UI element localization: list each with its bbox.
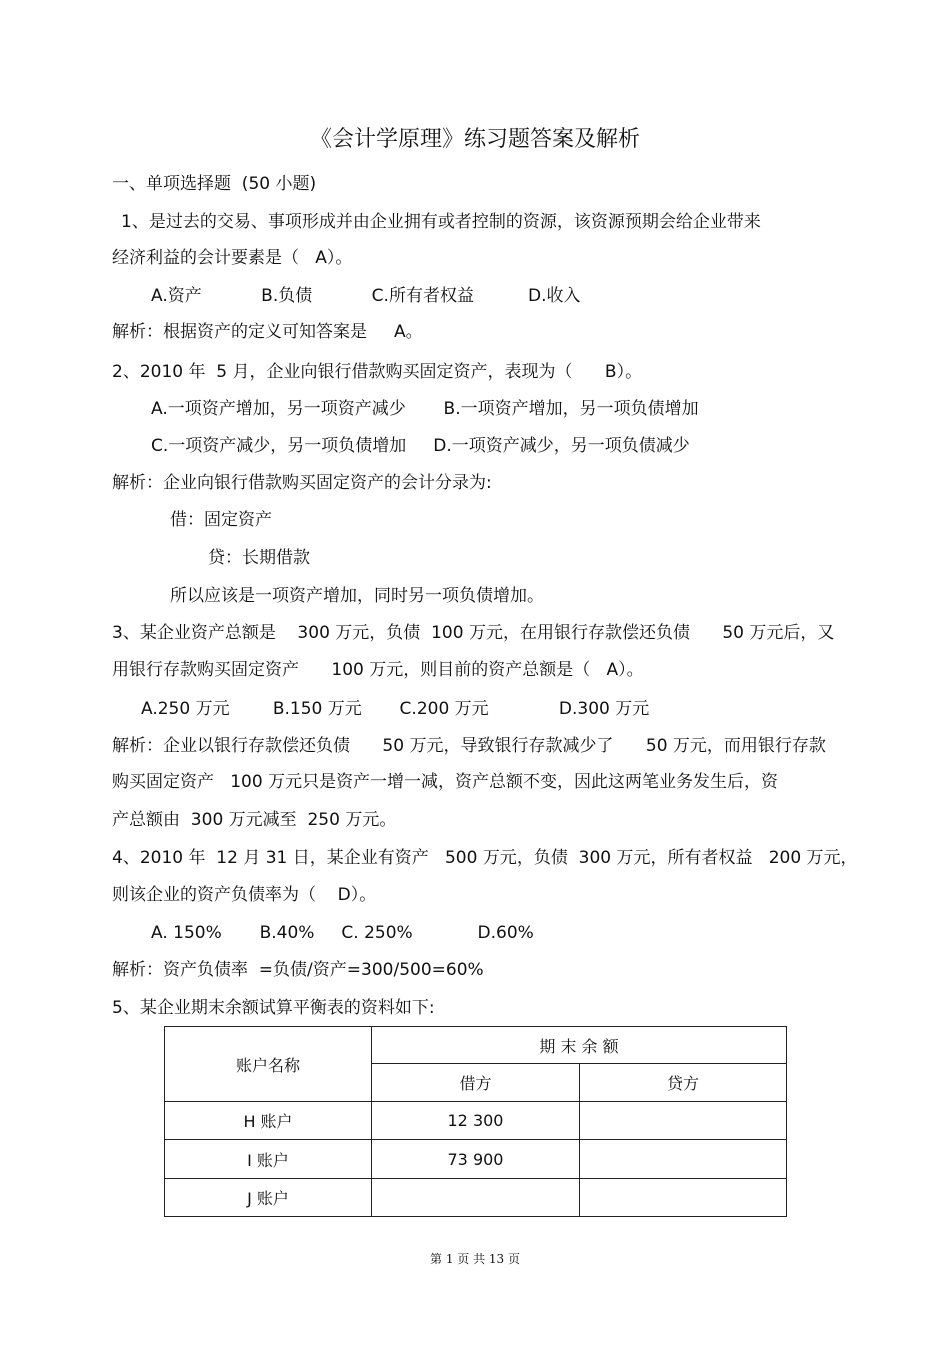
q1-text-line-2: 经济利益的会计要素是（ A）。 <box>112 248 353 268</box>
account-cell: I 账户 <box>165 1140 372 1179</box>
credit-cell <box>580 1140 787 1179</box>
page-number-footer: 第 1 页 共 13 页 <box>430 1252 520 1266</box>
q3-explanation-line-2: 购买固定资产 100 万元只是资产一增一减，资产总额不变，因此这两笔业务发生后，资 <box>112 772 779 792</box>
q4-options: A. 150% B.40% C. 250% D.60% <box>151 923 534 943</box>
q4-explanation: 解析：资产负债率 =负债/资产=300/500=60% <box>112 960 484 980</box>
debit-header: 借方 <box>372 1064 580 1102</box>
q3-explanation-line-3: 产总额由 300 万元减至 250 万元。 <box>112 810 397 830</box>
section-heading: 一、单项选择题 (50 小题) <box>112 174 317 194</box>
q3-text-line-2: 用银行存款购买固定资产 100 万元，则目前的资产总额是（ A）。 <box>112 660 644 680</box>
credit-cell <box>580 1102 787 1140</box>
table-row <box>165 1102 787 1140</box>
table-row <box>165 1179 787 1217</box>
q2-options-row-1: A.一项资产增加，另一项资产减少 B.一项资产增加，另一项负债增加 <box>151 399 699 419</box>
q2-options-row-2: C.一项资产减少，另一项负债增加 D.一项资产减少，另一项负债减少 <box>151 436 690 456</box>
debit-cell <box>372 1179 580 1217</box>
q1-text-line-1: 1、是过去的交易、事项形成并由企业拥有或者控制的资源，该资源预期会给企业带来 <box>121 212 761 232</box>
account-cell: H 账户 <box>165 1102 372 1140</box>
ending-balance-header: 期 末 余 额 <box>372 1027 787 1064</box>
document-title: 《会计学原理》练习题答案及解析 <box>309 127 640 152</box>
q3-options: A.250 万元 B.150 万元 C.200 万元 D.300 万元 <box>141 699 650 719</box>
q2-conclusion: 所以应该是一项资产增加，同时另一项负债增加。 <box>170 586 544 606</box>
q1-explanation: 解析：根据资产的定义可知答案是 A。 <box>112 322 423 342</box>
account-cell: J 账户 <box>165 1179 372 1217</box>
q2-debit-entry: 借：固定资产 <box>170 510 272 530</box>
q2-text-line-1: 2、2010 年 5 月，企业向银行借款购买固定资产，表现为（ B）。 <box>112 362 643 382</box>
credit-cell <box>580 1179 787 1217</box>
q5-text-line-1: 5、某企业期末余额试算平衡表的资料如下: <box>112 998 435 1018</box>
q4-text-line-2: 则该企业的资产负债率为（ D）。 <box>112 885 377 905</box>
account-name-header: 账户名称 <box>165 1027 372 1102</box>
q1-options: A.资产 B.负债 C.所有者权益 D.收入 <box>151 286 581 306</box>
trial-balance-table <box>164 1026 787 1217</box>
credit-header: 贷方 <box>580 1064 787 1102</box>
debit-cell: 12 300 <box>372 1102 580 1140</box>
table-row <box>165 1140 787 1179</box>
q2-explanation: 解析：企业向银行借款购买固定资产的会计分录为: <box>112 473 492 493</box>
q4-text-line-1: 4、2010 年 12 月 31 日，某企业有资产 500 万元，负债 300 万元，所有者权益 200 万元， <box>112 848 858 868</box>
q3-explanation-line-1: 解析：企业以银行存款偿还负债 50 万元，导致银行存款减少了 50 万元，而用银行存款 <box>112 736 826 756</box>
q3-text-line-1: 3、某企业资产总额是 300 万元，负债 100 万元，在用银行存款偿还负债 50 万元后，又 <box>112 623 835 643</box>
q2-credit-entry: 贷：长期借款 <box>208 548 310 568</box>
debit-cell: 73 900 <box>372 1140 580 1179</box>
